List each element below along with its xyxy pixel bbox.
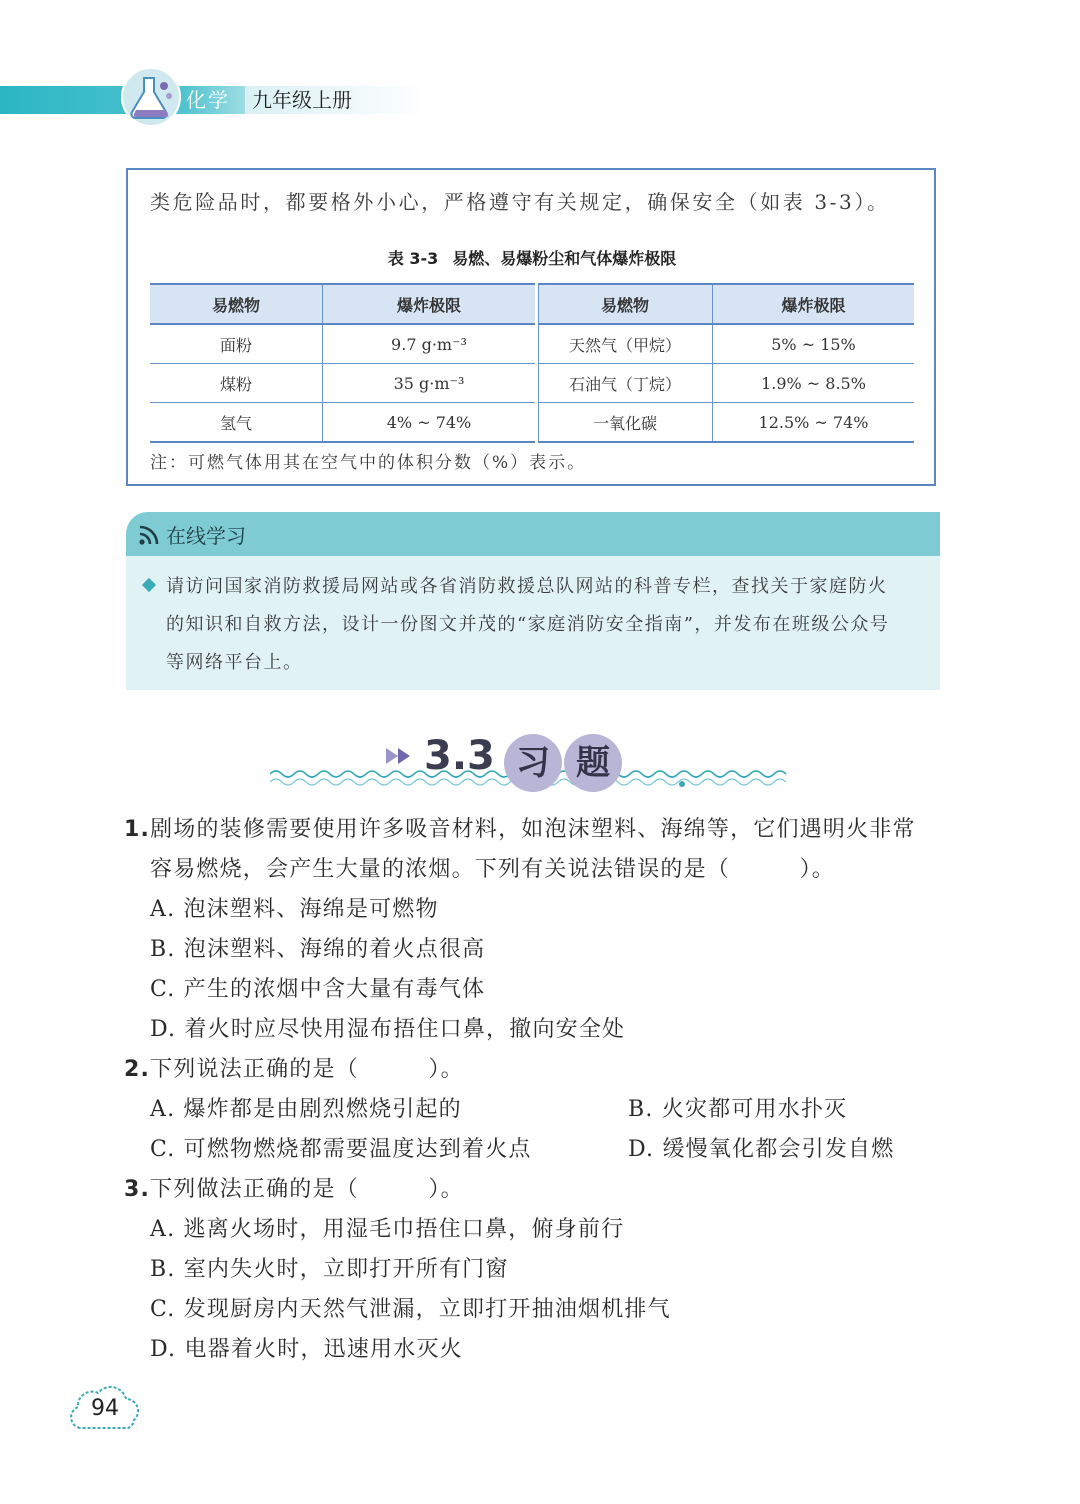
table-cell: 5% ~ 15% — [713, 324, 915, 364]
header-subject: 化学 — [186, 88, 230, 112]
table-cell: 面粉 — [150, 324, 323, 364]
option-d: D. 缓慢氧化都会引发自燃 — [628, 1137, 895, 1162]
table-cell: 4% ~ 74% — [323, 403, 537, 443]
table-title: 易燃、易爆粉尘和气体爆炸极限 — [452, 249, 677, 268]
table-cell: 石油气（丁烷） — [537, 364, 713, 403]
option-b: B. 室内失火时，立即打开所有门窗 — [150, 1257, 509, 1282]
table-row — [150, 364, 914, 403]
option-c: C. 发现厨房内天然气泄漏，立即打开抽油烟机排气 — [150, 1297, 671, 1322]
online-line: 的知识和自救方法，设计一份图文并茂的“家庭消防安全指南”，并发布在班级公众号 — [166, 614, 890, 635]
question-3 — [124, 1172, 464, 1203]
rss-icon — [138, 524, 160, 546]
header-book-title: 九年级上册 — [252, 88, 352, 112]
table-number: 表 3-3 — [387, 249, 439, 268]
table-cell: 煤粉 — [150, 364, 323, 403]
online-line: 等网络平台上。 — [166, 652, 303, 673]
table-header: 爆炸极限 — [323, 284, 537, 324]
question-stem: 剧场的装修需要使用许多吸音材料，如泡沫塑料、海绵等，它们遇明火非常 — [150, 817, 916, 842]
question-stem: 下列做法正确的是（ ）。 — [150, 1177, 464, 1202]
question-stem-continued: 容易燃烧，会产生大量的浓烟。下列有关说法错误的是（ ）。 — [150, 857, 836, 882]
table-header: 易燃物 — [150, 284, 323, 324]
intro-text: 类危险品时，都要格外小心，严格遵守有关规定，确保安全（如表 3-3）。 — [150, 190, 890, 214]
table-cell: 35 g·m⁻³ — [323, 364, 537, 403]
table-cell: 天然气（甲烷） — [537, 324, 713, 364]
question-2 — [124, 1052, 464, 1083]
option-b: B. 火灾都可用水扑灭 — [628, 1097, 848, 1122]
question-1 — [124, 812, 916, 843]
online-learning-text — [166, 568, 928, 682]
table-header: 爆炸极限 — [713, 284, 915, 324]
option-c: C. 产生的浓烟中含大量有毒气体 — [150, 977, 486, 1002]
option-c: C. 可燃物燃烧都需要温度达到着火点 — [150, 1137, 532, 1162]
page-number: 94 — [91, 1396, 119, 1421]
section-title-char: 题 — [564, 734, 622, 792]
option-d: D. 着火时应尽快用湿布捂住口鼻，撤向安全处 — [150, 1017, 626, 1042]
table-row — [150, 324, 914, 364]
question-number: 1. — [124, 817, 151, 842]
option-b: B. 泡沫塑料、海绵的着火点很高 — [150, 937, 486, 962]
double-arrow-icon — [384, 745, 418, 767]
table-cell: 9.7 g·m⁻³ — [323, 324, 537, 364]
online-learning-title: 在线学习 — [166, 524, 246, 548]
question-number: 3. — [124, 1177, 151, 1202]
option-a: A. 爆炸都是由剧烈燃烧引起的 — [150, 1097, 462, 1122]
option-a: A. 逃离火场时，用湿毛巾捂住口鼻，俯身前行 — [150, 1217, 625, 1242]
section-number: 3.3 — [424, 733, 495, 779]
table-row — [150, 403, 914, 443]
table-header: 易燃物 — [537, 284, 713, 324]
explosion-limit-table — [150, 283, 914, 443]
table-cell: 1.9% ~ 8.5% — [713, 364, 915, 403]
table-cell: 氢气 — [150, 403, 323, 443]
table-cell: 12.5% ~ 74% — [713, 403, 915, 443]
online-line: 请访问国家消防救援局网站或各省消防救援总队网站的科普专栏，查找关于家庭防火 — [166, 576, 888, 597]
table-header-row — [150, 284, 914, 324]
table-cell: 一氧化碳 — [537, 403, 713, 443]
option-d: D. 电器着火时，迅速用水灭火 — [150, 1337, 463, 1362]
table-note: 注：可燃气体用其在空气中的体积分数（%）表示。 — [150, 453, 587, 473]
flask-logo-icon — [120, 66, 182, 128]
question-stem: 下列说法正确的是（ ）。 — [150, 1057, 464, 1082]
online-learning-header — [126, 512, 940, 556]
table-caption — [150, 246, 914, 269]
option-a: A. 泡沫塑料、海绵是可燃物 — [150, 897, 439, 922]
question-number: 2. — [124, 1057, 151, 1082]
section-title-char: 习 — [504, 734, 562, 792]
